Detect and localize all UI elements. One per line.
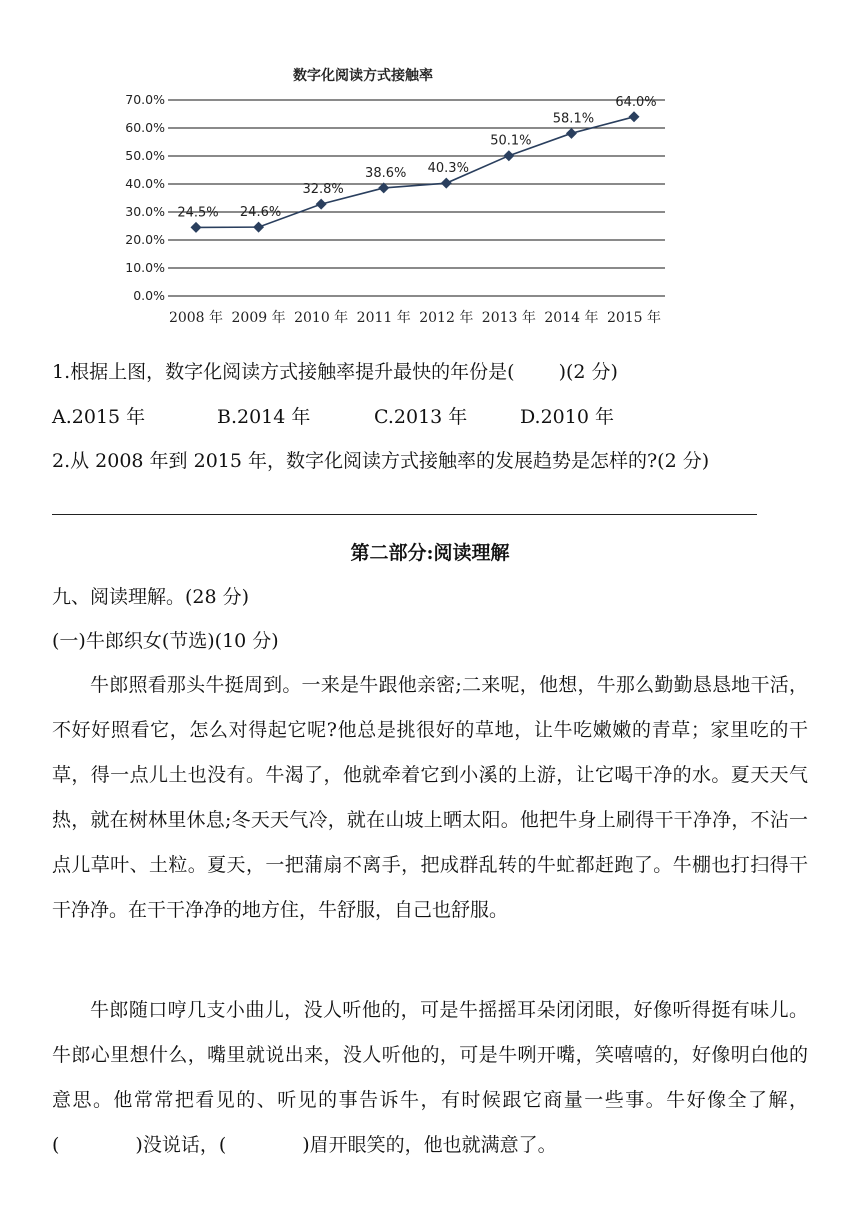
x-tick-label: 2013 年 (481, 310, 536, 326)
data-label: 24.6% (239, 205, 282, 221)
line-chart (110, 58, 690, 338)
data-label: 40.3% (427, 161, 469, 177)
y-tick-label: 50.0% (125, 148, 165, 163)
x-tick-label: 2012 年 (419, 310, 474, 326)
part-title: 第二部分:阅读理解 (350, 542, 510, 564)
x-tick-label: 2008 年 (168, 310, 224, 326)
answer-options (52, 402, 752, 428)
y-tick-label: 10.0% (125, 260, 165, 275)
chart-svg (110, 58, 690, 338)
x-tick-label: 2010 年 (294, 310, 349, 326)
x-tick-label: 2014 年 (544, 310, 599, 326)
data-label: 64.0% (615, 94, 657, 110)
question-2: 2.从 2008 年到 2015 年，数字化阅读方式接触率的发展趋势是怎样的?(2 分) (52, 450, 710, 472)
option-c[interactable]: C.2013 年 (374, 406, 468, 428)
y-tick-label: 30.0% (125, 204, 165, 219)
data-point (441, 178, 452, 189)
data-point (191, 222, 202, 233)
option-b[interactable]: B.2014 年 (217, 406, 311, 428)
passage-paragraph-2: 牛郎随口哼几支小曲儿，没人听他的，可是牛摇摇耳朵闭闭眼，好像听得挺有味儿。牛郎心里想什么，嘴里就说出来，没人听他的，可是牛咧开嘴，笑嘻嘻的，好像明白他的意思。他常常把看见的、听见的事告诉牛，有时候跟它商量一些事。牛好像全了解，( )没说话，( )眉开眼笑的，他也就满意了。 (52, 999, 808, 1156)
passage-paragraph-1: 牛郎照看那头牛挺周到。一来是牛跟他亲密;二来呢，他想，牛那么勤勤恳恳地干活，不好好照看它，怎么对得起它呢?他总是挑很好的草地，让牛吃嫩嫩的青草；家里吃的干草，得一点儿土也没有。牛渴了，他就牵着它到小溪的上游，让它喝干净的水。夏天天气热，就在树林里休息;冬天天气冷，就在山坡上晒太阳。他把牛身上刷得干干净净，不沾一点儿草叶、土粒。夏天，一把蒲扇不离手，把成群乱转的牛虻都赶跑了。牛棚也打扫得干干净净。在干干净净的地方住，牛舒服，自己也舒服。 (52, 674, 808, 921)
y-tick-label: 40.0% (125, 176, 165, 191)
data-point (629, 111, 640, 122)
question-1: 1.根据上图，数字化阅读方式接触率提升最快的年份是( )(2 分) (52, 361, 618, 383)
data-label: 24.5% (177, 205, 219, 221)
option-a[interactable]: A.2015 年 (52, 406, 146, 428)
y-tick-label: 20.0% (125, 232, 165, 247)
data-label: 58.1% (552, 111, 595, 127)
data-point (316, 199, 327, 210)
data-point (566, 128, 577, 139)
chart-title: 数字化阅读方式接触率 (293, 68, 433, 84)
y-tick-label: 0.0% (133, 288, 165, 303)
y-tick-label: 70.0% (125, 92, 165, 107)
y-tick-label: 60.0% (125, 120, 165, 135)
data-label: 32.8% (302, 182, 344, 198)
data-label: 38.6% (365, 165, 407, 181)
x-tick-label: 2015 年 (606, 310, 662, 326)
section-heading: 九、阅读理解。(28 分) (52, 586, 250, 608)
data-point (253, 222, 264, 233)
x-tick-label: 2011 年 (356, 310, 411, 326)
answer-line[interactable] (52, 514, 757, 515)
data-label: 50.1% (490, 133, 532, 149)
option-d[interactable]: D.2010 年 (520, 406, 614, 428)
x-tick-label: 2009 年 (231, 310, 286, 326)
data-point (503, 150, 514, 161)
passage-title: (一)牛郎织女(节选)(10 分) (52, 630, 279, 652)
